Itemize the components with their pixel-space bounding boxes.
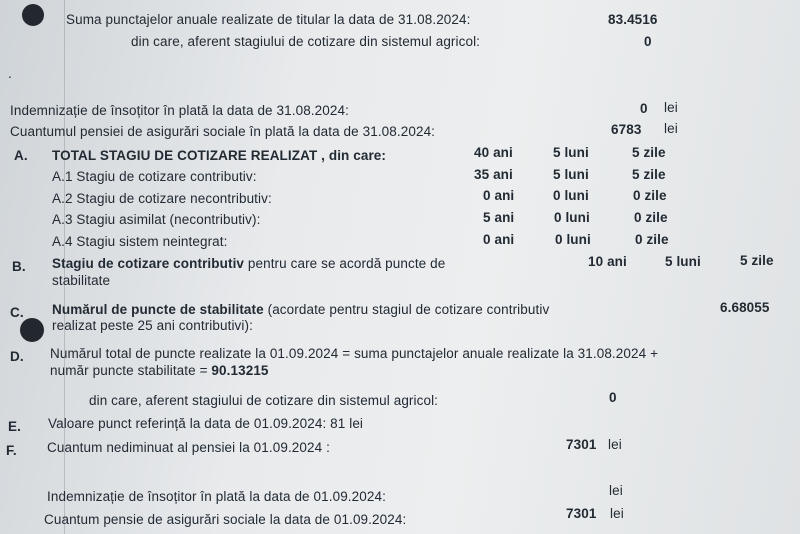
section-f-letter: F. xyxy=(6,443,17,458)
section-e-letter: E. xyxy=(8,419,21,434)
section-c-line2: realizat peste 25 ani contributivi): xyxy=(52,318,253,333)
section-b-text xyxy=(52,256,445,272)
section-f-unit: lei xyxy=(608,437,622,452)
section-b-letter: B. xyxy=(12,259,26,274)
section-b-ani: 10 ani xyxy=(588,254,627,269)
indemnizatie-01-label: Indemnizație de însoțitor în plată la data de 01.09.2024: xyxy=(47,489,386,504)
section-a-letter: A. xyxy=(14,148,28,163)
agricol-label: din care, aferent stagiului de cotizare din sistemul agricol: xyxy=(131,34,481,49)
stray-dot: . xyxy=(8,66,12,81)
a2-ani: 0 ani xyxy=(483,188,515,203)
a4-luni: 0 luni xyxy=(555,232,591,247)
section-b-rest: pentru care se acordă puncte de xyxy=(244,256,446,271)
section-c-rest: (acordate pentru stagiul de cotizare contributiv xyxy=(263,302,550,317)
section-a-ani: 40 ani xyxy=(474,145,513,160)
section-d-agricol-label: din care, aferent stagiului de cotizare din sistemul agricol: xyxy=(89,393,439,408)
a2-luni: 0 luni xyxy=(553,188,589,203)
cuantum-31-unit: lei xyxy=(664,121,678,136)
section-c-bold: Numărul de puncte de stabilitate xyxy=(52,302,264,317)
a1-zile: 5 zile xyxy=(632,167,666,182)
section-d-total-value: 90.13215 xyxy=(211,363,269,378)
a3-zile: 0 zile xyxy=(634,210,668,225)
cuantum-01-unit: lei xyxy=(610,506,624,521)
section-f-value: 7301 xyxy=(566,437,597,452)
suma-punctaje-value: 83.4516 xyxy=(608,12,658,27)
section-c-text xyxy=(52,302,549,318)
cuantum-01-value: 7301 xyxy=(566,506,597,521)
cuantum-01-label: Cuantum pensie de asigurări sociale la data de 01.09.2024: xyxy=(44,512,407,527)
a4-ani: 0 ani xyxy=(483,232,515,247)
cuantum-31-label: Cuantumul pensiei de asigurări sociale în plată la data de 31.08.2024: xyxy=(10,124,436,139)
section-e-text: Valoare punct referință la data de 01.09.2024: 81 lei xyxy=(48,416,364,431)
section-c-letter: C. xyxy=(10,305,24,320)
a4-zile: 0 zile xyxy=(635,232,669,247)
ink-blot xyxy=(22,4,44,26)
section-d-agricol-value: 0 xyxy=(609,390,617,405)
ink-blot xyxy=(20,318,44,342)
a3-ani: 5 ani xyxy=(483,210,515,225)
section-a-title: TOTAL STAGIU DE COTIZARE REALIZAT , din care: xyxy=(52,148,387,163)
suma-punctaje-label: Suma punctajelor anuale realizate de titular la data de 31.08.2024: xyxy=(66,12,471,27)
section-a-zile: 5 zile xyxy=(632,145,666,160)
indemnizatie-31-value: 0 xyxy=(640,101,648,116)
a1-luni: 5 luni xyxy=(553,167,589,182)
section-a-luni: 5 luni xyxy=(553,145,589,160)
a2-label: A.2 Stagiu de cotizare necontributiv: xyxy=(52,191,272,206)
a3-label: A.3 Stagiu asimilat (necontributiv): xyxy=(52,212,261,227)
section-d-letter: D. xyxy=(10,349,24,364)
section-c-value: 6.68055 xyxy=(720,300,770,315)
section-f-label: Cuantum nediminuat al pensiei la 01.09.2024 : xyxy=(47,440,330,455)
indemnizatie-31-unit: lei xyxy=(664,100,678,115)
a1-label: A.1 Stagiu de cotizare contributiv: xyxy=(52,169,257,184)
indemnizatie-01-unit: lei xyxy=(609,483,623,498)
section-b-luni: 5 luni xyxy=(665,254,701,269)
agricol-value: 0 xyxy=(644,34,652,49)
a2-zile: 0 zile xyxy=(633,188,667,203)
cuantum-31-value: 6783 xyxy=(611,122,642,137)
section-d-line1: Numărul total de puncte realizate la 01.09.2024 = suma punctajelor anuale realizate la 31.08.2024 + xyxy=(50,346,659,361)
a1-ani: 35 ani xyxy=(474,167,513,182)
section-b-zile: 5 zile xyxy=(740,253,774,268)
section-d-line2-text: număr puncte stabilitate = xyxy=(50,363,212,378)
indemnizatie-31-label: Indemnizație de însoțitor în plată la data de 31.08.2024: xyxy=(10,103,349,118)
section-d-line2 xyxy=(50,363,269,379)
a3-luni: 0 luni xyxy=(554,210,590,225)
section-b-bold: Stagiu de cotizare contributiv xyxy=(52,256,245,271)
section-b-line2: stabilitate xyxy=(52,273,111,288)
a4-label: A.4 Stagiu sistem neintegrat: xyxy=(52,234,228,249)
